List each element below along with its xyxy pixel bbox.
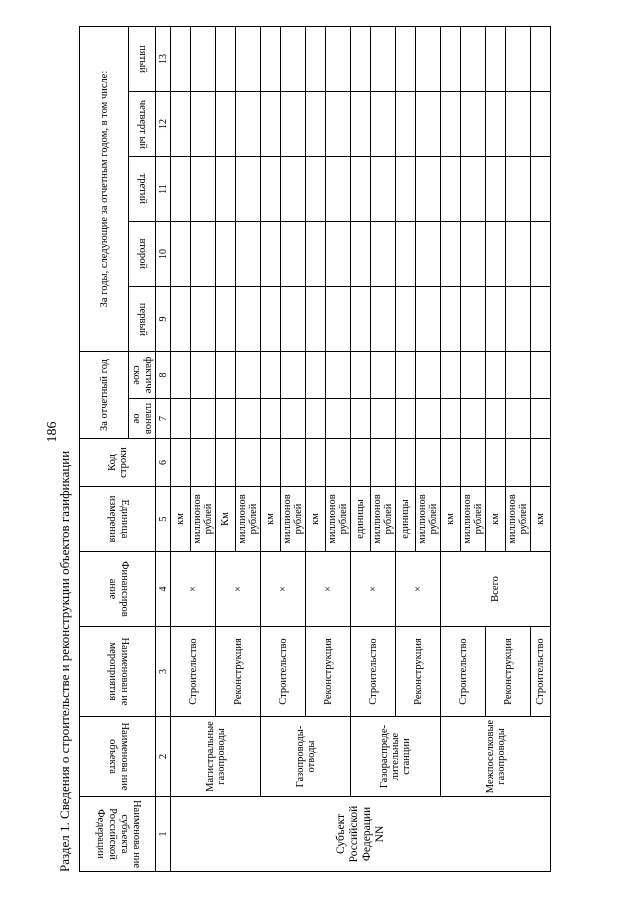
unit-cell: миллионов рублей (236, 487, 261, 552)
column-number: 6 (156, 439, 171, 487)
header-fact: фактиче ское (129, 352, 156, 399)
header-financing: Финансиров ание (80, 552, 156, 627)
column-number: 8 (156, 352, 171, 399)
table-row (171, 26, 191, 871)
header-line-code: Код строки (80, 439, 156, 487)
column-number: 9 (156, 287, 171, 352)
unit-cell: миллионов рублей (371, 487, 396, 552)
measure-construction: Строительство (351, 627, 396, 717)
measure-reconstruction: Реконструкция (396, 627, 441, 717)
unit-cell: единицы (351, 487, 371, 552)
unit-cell: миллионов рублей (506, 487, 531, 552)
unit-cell: миллионов рублей (281, 487, 306, 552)
unit-cell: км (531, 487, 551, 552)
unit-cell: км (306, 487, 326, 552)
financing-total: Всего (441, 552, 551, 627)
unit-cell: миллионов рублей (191, 487, 216, 552)
measure-reconstruction: Реконструкция (486, 627, 531, 717)
financing-x: × (261, 552, 306, 627)
header-following-years: За годы, следующие за отчетным годом, в том числе: (80, 26, 129, 351)
financing-x: × (171, 552, 216, 627)
unit-cell: км (261, 487, 281, 552)
column-number-row (156, 26, 171, 871)
measure-construction: Строительство (441, 627, 486, 717)
header-reporting-year: За отчетный год (80, 352, 129, 439)
header-first: первый (129, 287, 156, 352)
column-number: 1 (156, 797, 171, 872)
unit-cell: км (441, 487, 461, 552)
column-number: 13 (156, 26, 171, 91)
header-fifth: пятый (129, 26, 156, 91)
header-row-1 (80, 26, 129, 871)
column-number: 10 (156, 222, 171, 287)
column-number: 11 (156, 157, 171, 222)
unit-cell: миллионов рублей (416, 487, 441, 552)
table-row (261, 26, 281, 871)
gasification-table (79, 26, 551, 872)
section-title: Раздел 1. Сведения о строительстве и реконструкции объектов газификации (57, 450, 72, 872)
column-number: 2 (156, 717, 171, 797)
table-row (441, 26, 461, 871)
header-second: второй (129, 222, 156, 287)
unit-cell: миллионов рублей (326, 487, 351, 552)
financing-x: × (216, 552, 261, 627)
header-unit: Единица измерения (80, 487, 156, 552)
object-main-pipelines: Магистральные газопроводы (171, 717, 261, 797)
object-branch-pipelines: Газопроводы-отводы (261, 717, 351, 797)
header-third: третий (129, 157, 156, 222)
column-number: 5 (156, 487, 171, 552)
measure-construction: Строительство (531, 627, 551, 717)
header-measure: Наименован ие мероприятия (80, 627, 156, 717)
financing-x: × (306, 552, 351, 627)
unit-cell: миллионов рублей (461, 487, 486, 552)
object-intersettlement-pipelines: Межпоселковые газопроводы (441, 717, 551, 797)
measure-construction: Строительство (261, 627, 306, 717)
column-number: 12 (156, 92, 171, 157)
measure-reconstruction: Реконструкция (306, 627, 351, 717)
unit-cell: единицы (396, 487, 416, 552)
unit-cell: км (486, 487, 506, 552)
header-fourth: четверт ый (129, 92, 156, 157)
column-number: 4 (156, 552, 171, 627)
rotated-page-content (55, 27, 640, 872)
subject-name: Субъект Российской Федерации NN (171, 797, 551, 872)
column-number: 7 (156, 399, 171, 439)
financing-x: × (351, 552, 396, 627)
header-subject: Наименова ние субъекта Российской Федерации (80, 797, 156, 872)
measure-construction: Строительство (171, 627, 216, 717)
table-row (351, 26, 371, 871)
measure-reconstruction: Реконструкция (216, 627, 261, 717)
column-number: 3 (156, 627, 171, 717)
header-object: Наименова ние объекта (80, 717, 156, 797)
page-number: 186 (45, 421, 60, 443)
header-plan: планов ое (129, 399, 156, 439)
unit-cell: Км (216, 487, 236, 552)
financing-x: × (396, 552, 441, 627)
unit-cell: км (171, 487, 191, 552)
object-gas-distribution-stations: Газораспреде-лительные станции (351, 717, 441, 797)
